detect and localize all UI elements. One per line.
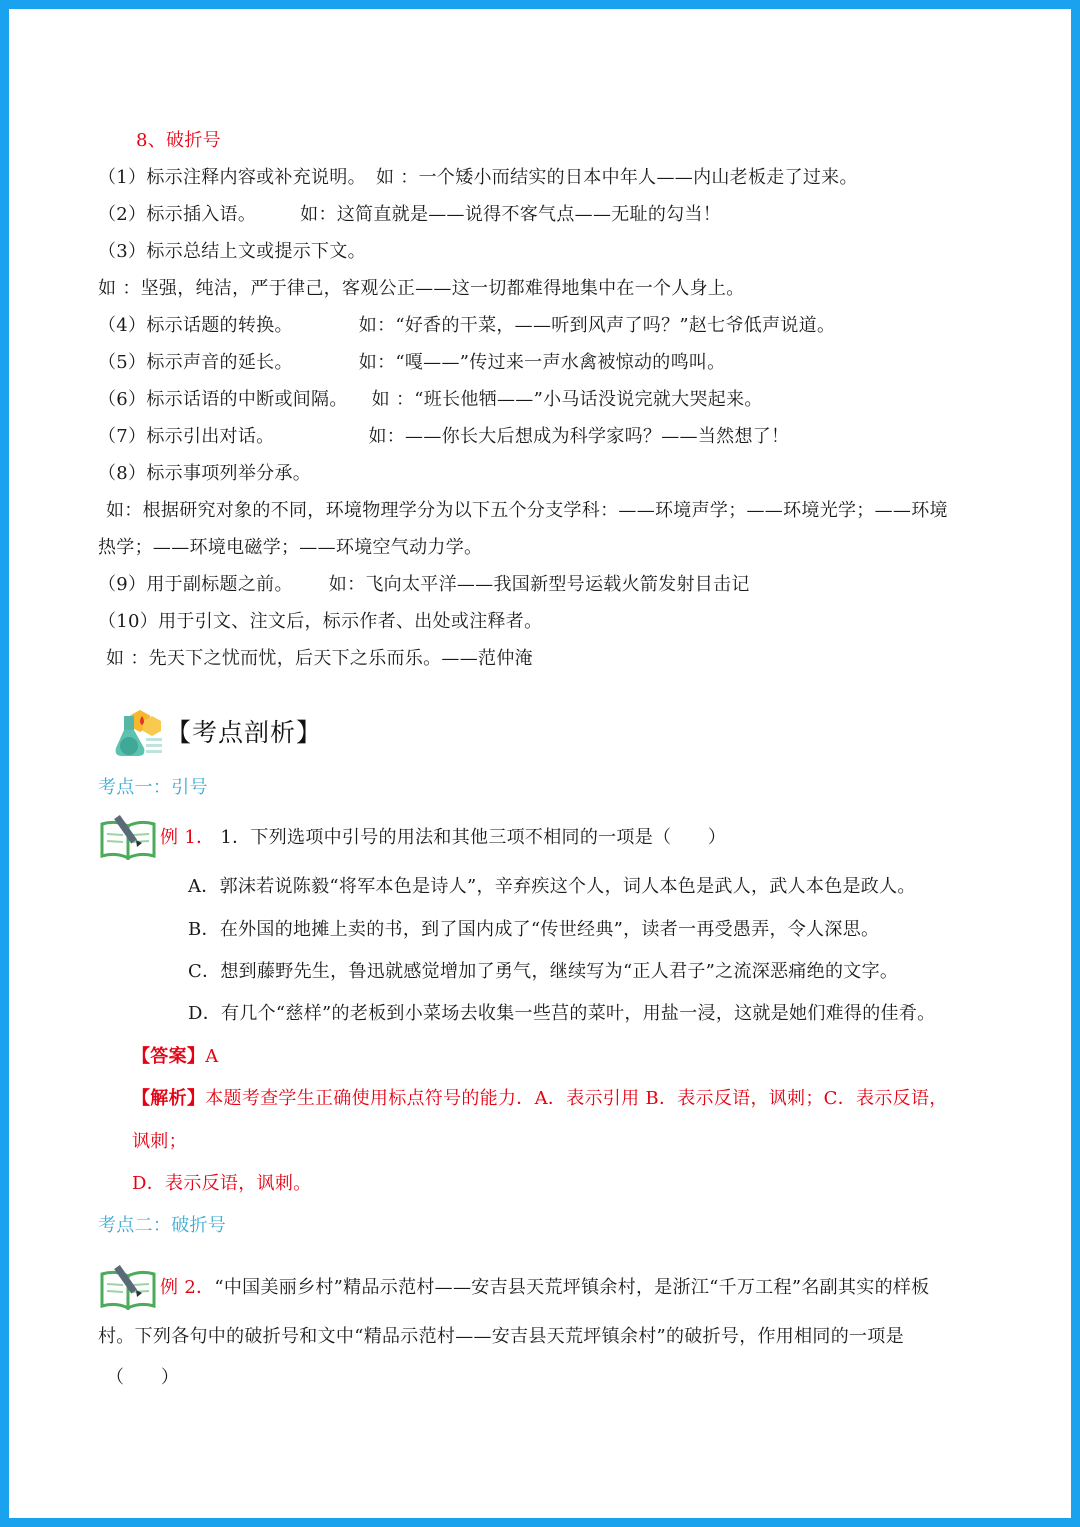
list-item: （10）用于引文、注文后，标示作者、出处或注释者。 xyxy=(98,611,543,632)
list-item: 如 ：先天下之忧而忧，后天下之乐而乐。——范仲淹 xyxy=(106,648,533,669)
example-one-question: 例 1． 1．下列选项中引号的用法和其他三项不相同的一项是（ ） xyxy=(160,827,727,848)
example-two-blank: （ ） xyxy=(106,1367,180,1388)
list-item: （7）标示引出对话。 如：——你长大后想成为科学家吗？——当然想了！ xyxy=(98,426,790,447)
list-item: （3）标示总结上文或提示下文。 xyxy=(98,241,366,262)
example-two-question: 例 2．“中国美丽乡村”精品示范村——安吉县天荒坪镇余村，是浙江“千万工程”名副其实的样板 xyxy=(160,1277,930,1298)
list-item: （5）标示声音的延长。 如：“嘎——”传过来一声水禽被惊动的鸣叫。 xyxy=(98,352,726,373)
answer: 【答案】A xyxy=(132,1046,219,1067)
list-item: （8）标示事项列举分承。 xyxy=(98,463,312,484)
book-pencil-icon xyxy=(98,812,160,860)
explanation-continued: D．表示反语，讽刺。 xyxy=(132,1173,312,1194)
list-item: 热学；——环境电磁学；——环境空气动力学。 xyxy=(98,537,483,558)
option-a: A．郭沫若说陈毅“将军本色是诗人”，辛弃疾这个人，词人本色是武人，武人本色是政人。 xyxy=(188,876,916,897)
list-item: （9）用于副标题之前。 如：飞向太平洋——我国新型号运载火箭发射目击记 xyxy=(98,574,750,595)
example-two-question-continued: 村。下列各句中的破折号和文中“精品示范村——安吉县天荒坪镇余村”的破折号，作用相同的一项是 xyxy=(98,1326,904,1347)
option-d: D．有几个“慈样”的老板到小菜场去收集一些莒的菜叶，用盐一浸，这就是她们难得的佳肴。 xyxy=(188,1003,936,1024)
section-title: 8、破折号 xyxy=(136,130,221,151)
list-item: （1）标示注释内容或补充说明。 如 ：一个矮小而结实的日本中年人——内山老板走了过来。 xyxy=(98,167,858,188)
list-item: 如：根据研究对象的不同，环境物理学分为以下五个分支学科：——环境声学；——环境光学；——环境 xyxy=(106,500,948,521)
explanation: 【解析】本题考查学生正确使用标点符号的能力．A．表示引用 B．表示反语，讽刺；C．表示反语， xyxy=(132,1088,948,1109)
list-item: （2）标示插入语。 如：这简直就是——说得不客气点——无耻的勾当！ xyxy=(98,204,722,225)
list-item: （6）标示话语的中断或间隔。 如 ：“班长他牺——”小马话没说完就大哭起来。 xyxy=(98,389,763,410)
list-item: （4）标示话题的转换。 如：“好香的干菜，——听到风声了吗？”赵七爷低声说道。 xyxy=(98,315,836,336)
point-one-title: 考点一：引号 xyxy=(98,777,208,798)
option-c: C．想到藤野先生，鲁迅就感觉增加了勇气，继续写为“正人君子”之流深恶痛绝的文字。 xyxy=(188,961,899,982)
option-b: B．在外国的地摊上卖的书，到了国内成了“传世经典”，读者一再受愚弄，令人深思。 xyxy=(188,919,880,940)
point-two-title: 考点二：破折号 xyxy=(98,1215,227,1236)
list-item: 如 ：坚强，纯洁，严于律己，客观公正——这一切都难得地集中在一个人身上。 xyxy=(98,278,745,299)
flask-icon xyxy=(112,708,166,758)
heading-title: 【考点剖析】 xyxy=(166,718,323,747)
explanation-continued: 讽刺； xyxy=(132,1131,187,1152)
book-pencil-icon xyxy=(98,1262,160,1310)
